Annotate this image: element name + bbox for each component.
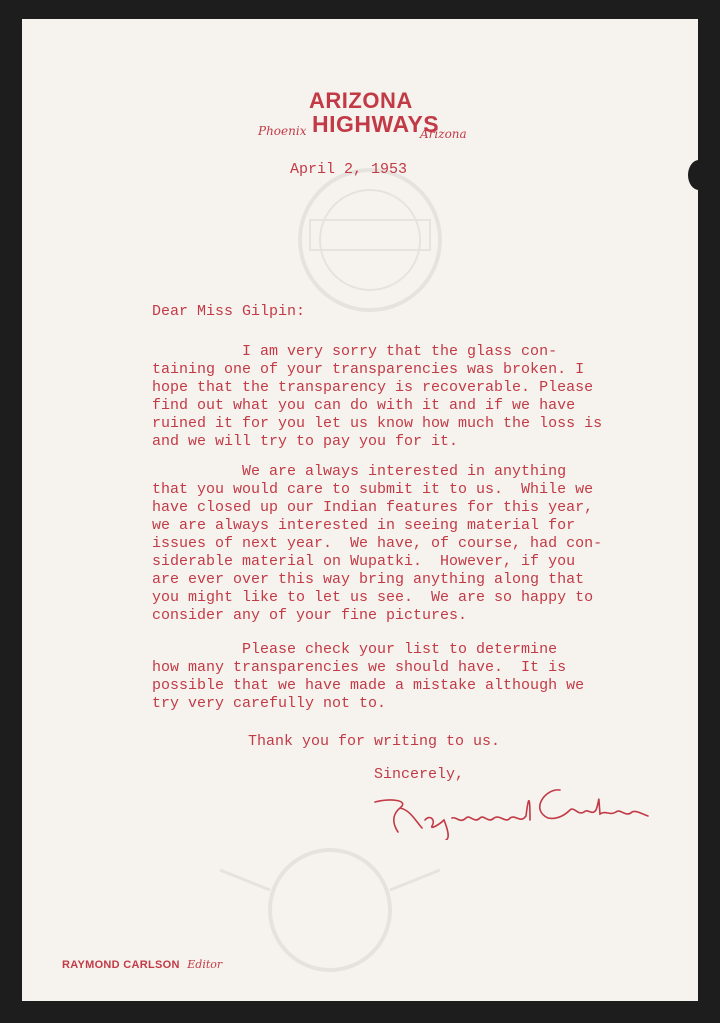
paper-notch: [688, 160, 710, 190]
editor-footer: [62, 958, 222, 971]
letter-paragraph-1: I am very sorry that the glass con- taining one of your transparencies was broken. I hope that the transparency is recoverable. Please find out what you can do with it and if we have ruined it for you let us know how much the loss is and we will try to pay you for it.: [152, 343, 603, 450]
letter-paragraph-2: We are always interested in anything that you would care to submit it to us. While we have closed up our Indian features for this year, we are always interested in seeing material for issues of next year. We have, of course, had con- siderable material on Wupatki. However, if you are ever over this way bring anything along that you might like to let us see. We are so happy to consider any of your fine pictures.: [152, 463, 603, 624]
letter-date: April 2, 1953: [290, 161, 408, 178]
complimentary-close: Sincerely,: [374, 766, 465, 783]
editor-title: Editor: [187, 958, 223, 971]
letter-paragraph-3: Please check your list to determine how many transparencies we should have. It is possible that we have made a mistake although we try very carefully not to.: [152, 641, 585, 712]
letter-salutation: Dear Miss Gilpin:: [152, 303, 306, 320]
handwritten-signature: [370, 780, 650, 840]
letter-thanks: Thank you for writing to us.: [248, 733, 501, 750]
letterhead-title-highways: HIGHWAYS: [312, 111, 440, 137]
letterhead-title-arizona: ARIZONA: [309, 88, 413, 113]
letterhead-state: Arizona: [420, 127, 467, 141]
letterhead-city: Phoenix: [258, 124, 307, 138]
editor-name: RAYMOND CARLSON: [62, 959, 180, 971]
watermark-bottom: [180, 830, 480, 990]
